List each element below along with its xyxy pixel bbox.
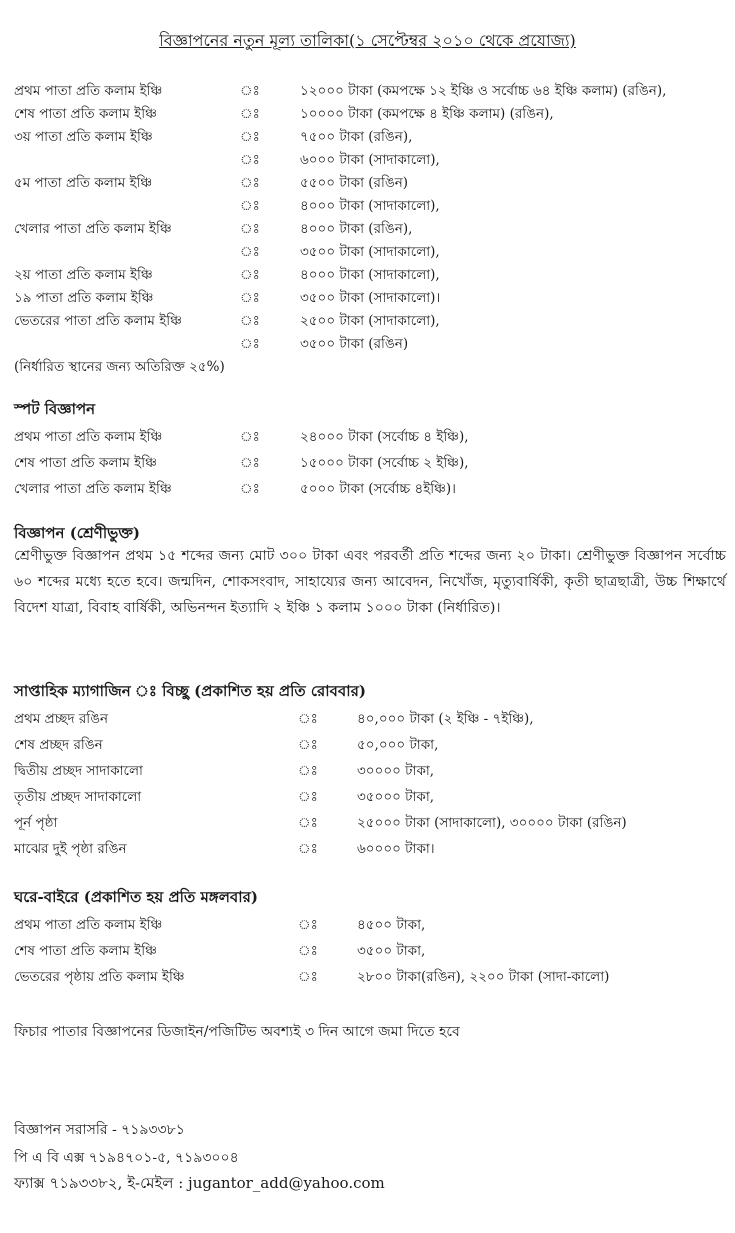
colon-separator: ঃ (298, 789, 318, 805)
magazine-label: শেষ প্রচ্ছদ রঙিন (14, 737, 103, 753)
rate-value: ১২০০০ টাকা (কমপক্ষে ১২ ইঞ্চি ও সর্বোচ্চ ৬৪ ইঞ্চি কলাম) (রঙিন), (300, 83, 667, 99)
contact-fax-email: ফ্যাক্স ৭১৯৩৩৮২, ই-মেইল : jugantor_add@yahoo.com (14, 1174, 385, 1192)
colon-separator: ঃ (298, 841, 318, 857)
ghore-value: ২৮০০ টাকা(রঙিন), ২২০০ টাকা (সাদা-কালো) (357, 969, 610, 985)
rate-label: শেষ পাতা প্রতি কলাম ইঞ্চি (14, 106, 157, 122)
rate-label: ১৯ পাতা প্রতি কলাম ইঞ্চি (14, 290, 154, 306)
ghore-baire-section-title: ঘরে-বাইরে (প্রকাশিত হয় প্রতি মঙ্গলবার) (14, 888, 258, 906)
contact-pabx: পি এ বি এক্স ৭১৯৪৭০১-৫, ৭১৯৩০০৪ (14, 1150, 239, 1166)
rate-label: ২য় পাতা প্রতি কলাম ইঞ্চি (14, 267, 153, 283)
colon-separator: ঃ (240, 313, 260, 329)
rate-value: ৪০০০ টাকা (রঙিন), (300, 221, 413, 237)
colon-separator: ঃ (240, 129, 260, 145)
colon-separator: ঃ (240, 106, 260, 122)
rate-value: ৪০০০ টাকা (সাদাকালো), (300, 198, 440, 214)
spot-section-title: স্পট বিজ্ঞাপন (14, 400, 96, 418)
magazine-value: ৬০০০০ টাকা। (357, 841, 435, 857)
rate-value: ৪০০০ টাকা (সাদাকালো), (300, 267, 440, 283)
spot-label: খেলার পাতা প্রতি কলাম ইঞ্চি (14, 481, 172, 497)
magazine-label: তৃতীয় প্রচ্ছদ সাদাকালো (14, 789, 142, 805)
rate-value: ৩৫০০ টাকা (সাদাকালো)। (300, 290, 441, 306)
colon-separator: ঃ (240, 152, 260, 168)
magazine-value: ৩০০০০ টাকা, (357, 763, 435, 779)
rate-value: ৩৫০০ টাকা (রঙিন) (300, 336, 409, 352)
colon-separator: ঃ (240, 83, 260, 99)
magazine-value: ২৫০০০ টাকা (সাদাকালো), ৩০০০০ টাকা (রঙিন) (357, 815, 627, 831)
colon-separator: ঃ (240, 481, 260, 497)
colon-separator: ঃ (240, 244, 260, 260)
colon-separator: ঃ (240, 429, 260, 445)
colon-separator: ঃ (240, 198, 260, 214)
colon-separator: ঃ (298, 815, 318, 831)
colon-separator: ঃ (240, 290, 260, 306)
rate-label: খেলার পাতা প্রতি কলাম ইঞ্চি (14, 221, 172, 237)
colon-separator: ঃ (298, 711, 318, 727)
ghore-label: ভেতরের পৃষ্ঠায় প্রতি কলাম ইঞ্চি (14, 969, 185, 985)
colon-separator: ঃ (240, 336, 260, 352)
spot-value: ২৪০০০ টাকা (সর্বোচ্চ ৪ ইঞ্চি), (300, 429, 469, 445)
magazine-label: মাঝের দুই পৃষ্ঠা রঙিন (14, 841, 127, 857)
colon-separator: ঃ (240, 455, 260, 471)
fixed-position-note: (নির্ধারিত স্থানের জন্য অতিরিক্ত ২৫%) (14, 359, 225, 375)
classified-paragraph: শ্রেণীভুক্ত বিজ্ঞাপন প্রথম ১৫ শব্দের জন্য মোট ৩০০ টাকা এবং পরবর্তী প্রতি শব্দের জন্য ২০ টাকা। শ্রেণীভুক্ত বিজ্ঞাপন সর্বোচ্চ ৬০ শব্দের মধ্যে হতে হবে। জন্মদিন, শোকসংবাদ, সাহায্যের জন্য আবেদন, নিখোঁজ, মৃত্যুবার্ষিকী, কৃতী ছাত্রছাত্রী, উচ্চ শিক্ষার্থে বিদেশ যাত্রা, বিবাহ বার্ষিকী, অভিনন্দন ইত্যাদি ২ ইঞ্চি ১ কলাম ১০০০ টাকা (নির্ধারিত)। (14, 548, 726, 616)
magazine-value: ৪০,০০০ টাকা (২ ইঞ্চি - ৭ইঞ্চি), (357, 711, 534, 727)
classified-section-title: বিজ্ঞাপন (শ্রেণীভুক্ত) (14, 524, 140, 542)
colon-separator: ঃ (298, 737, 318, 753)
colon-separator: ঃ (298, 917, 318, 933)
spot-label: প্রথম পাতা প্রতি কলাম ইঞ্চি (14, 429, 163, 445)
magazine-label: প্রথম প্রচ্ছদ রঙিন (14, 711, 109, 727)
colon-separator: ঃ (298, 943, 318, 959)
feature-page-note: ফিচার পাতার বিজ্ঞাপনের ডিজাইন/পজিটিভ অবশ্যই ৩ দিন আগে জমা দিতে হবে (14, 1024, 460, 1040)
rate-value: ১০০০০ টাকা (কমপক্ষে ৪ ইঞ্চি কলাম) (রঙিন), (300, 106, 554, 122)
spot-value: ১৫০০০ টাকা (সর্বোচ্চ ২ ইঞ্চি), (300, 455, 469, 471)
magazine-section-title: সাপ্তাহিক ম্যাগাজিন ঃ বিচ্ছু (প্রকাশিত হয় প্রতি রোববার) (14, 682, 366, 700)
colon-separator: ঃ (240, 221, 260, 237)
ghore-label: প্রথম পাতা প্রতি কলাম ইঞ্চি (14, 917, 163, 933)
rate-value: ৫৫০০ টাকা (রঙিন) (300, 175, 409, 191)
contact-direct: বিজ্ঞাপন সরাসরি - ৭১৯৩৩৮১ (14, 1122, 185, 1138)
rate-value: ৩৫০০ টাকা (সাদাকালো), (300, 244, 440, 260)
spot-label: শেষ পাতা প্রতি কলাম ইঞ্চি (14, 455, 157, 471)
magazine-value: ৫০,০০০ টাকা, (357, 737, 439, 753)
magazine-label: পূর্ন পৃষ্ঠা (14, 815, 58, 831)
rate-label: ৩য় পাতা প্রতি কলাম ইঞ্চি (14, 129, 153, 145)
colon-separator: ঃ (298, 969, 318, 985)
rate-value: ২৫০০ টাকা (সাদাকালো), (300, 313, 440, 329)
colon-separator: ঃ (240, 267, 260, 283)
rate-label: ভেতরের পাতা প্রতি কলাম ইঞ্চি (14, 313, 182, 329)
spot-value: ৫০০০ টাকা (সর্বোচ্চ ৪ইঞ্চি)। (300, 481, 457, 497)
ghore-value: ৩৫০০ টাকা, (357, 943, 426, 959)
rate-value: ৬০০০ টাকা (সাদাকালো), (300, 152, 440, 168)
ghore-label: শেষ পাতা প্রতি কলাম ইঞ্চি (14, 943, 157, 959)
colon-separator: ঃ (240, 175, 260, 191)
rate-value: ৭৫০০ টাকা (রঙিন), (300, 129, 413, 145)
ghore-value: ৪৫০০ টাকা, (357, 917, 426, 933)
colon-separator: ঃ (298, 763, 318, 779)
rate-label: ৫ম পাতা প্রতি কলাম ইঞ্চি (14, 175, 153, 191)
magazine-value: ৩৫০০০ টাকা, (357, 789, 435, 805)
magazine-label: দ্বিতীয় প্রচ্ছদ সাদাকালো (14, 763, 143, 779)
page-title: বিজ্ঞাপনের নতুন মূল্য তালিকা(১ সেপ্টেম্বর ২০১০ থেকে প্রযোজ্য) (159, 31, 576, 50)
rate-label: প্রথম পাতা প্রতি কলাম ইঞ্চি (14, 83, 163, 99)
